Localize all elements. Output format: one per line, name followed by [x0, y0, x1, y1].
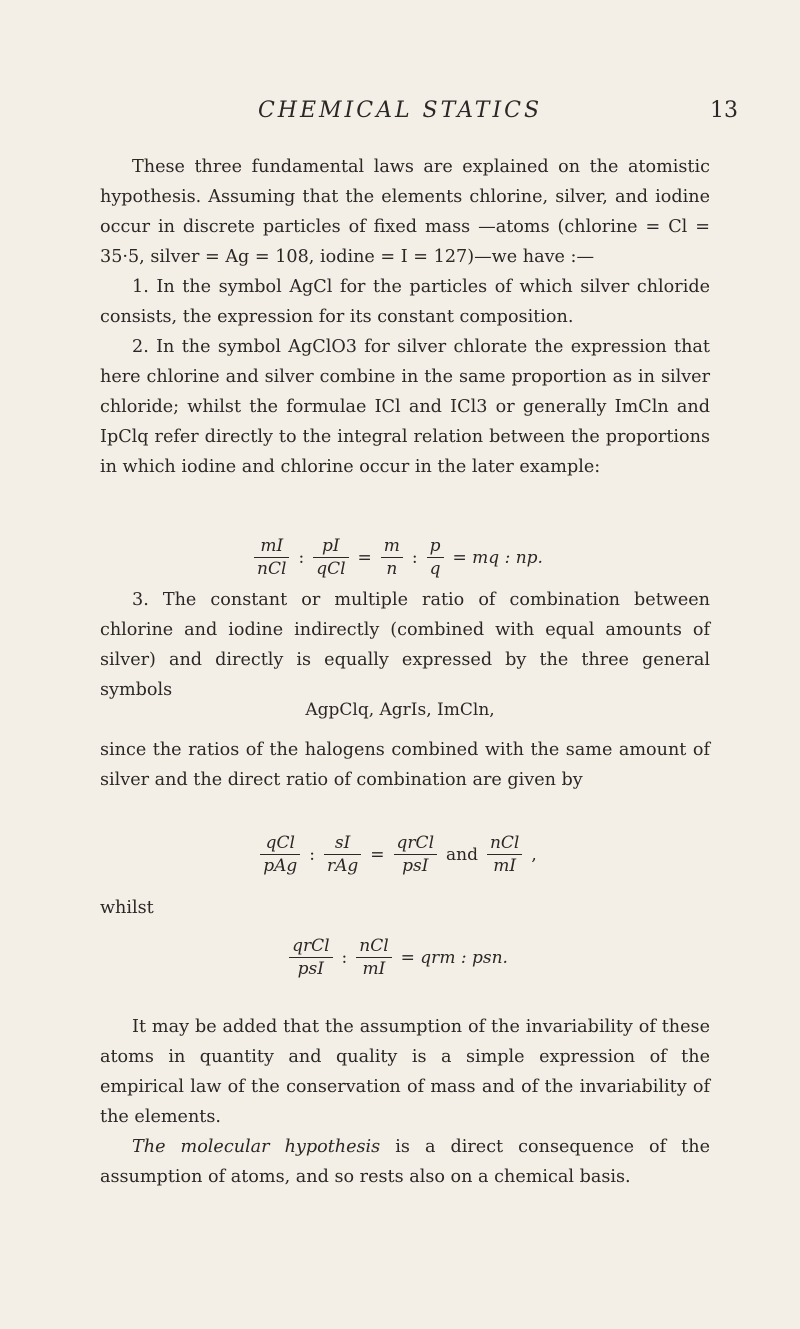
symbols-line: AgpClq, AgrIs, ImCln, [305, 700, 495, 720]
equation-rhs: = qrm : psn. [400, 947, 508, 968]
page-number: 13 [710, 98, 738, 123]
paragraph-rest: is a direct consequence of the assumption of atoms, and so rests also on a chemical basis. [100, 1137, 710, 1187]
fraction: $\frac{\text{nCl}}{mI}$ [487, 832, 522, 877]
text-block-middle [100, 585, 710, 705]
paragraph-molecular [100, 1132, 710, 1192]
fraction: $\frac{\text{nCl}}{mI}$ [356, 935, 391, 980]
text-block-since [100, 735, 710, 795]
word-whilst: whilst [100, 898, 154, 918]
equation-2: $\frac{\text{qCl}}{\text{pAg}}$ : $\frac{sI}{\text{rAg}}$ = $\frac{\text{qrCl}}{\text{psI}}$ and $\frac{\text{nCl}}{mI}$ , [0, 832, 800, 877]
running-head: CHEMICAL STATICS [257, 98, 543, 123]
equation-3: $\frac{\text{qrCl}}{\text{psI}}$ : $\frac{\text{nCl}}{mI}$ = qrm : psn. [0, 935, 800, 980]
and-word: and [446, 844, 478, 865]
fraction: $\frac{\text{qrCl}}{\text{psI}}$ [289, 935, 332, 980]
equation-rhs: = mq : np. [452, 547, 543, 568]
fraction: $\frac{mI}{\text{nCl}}$ [254, 535, 289, 580]
text-block-whilst [100, 893, 710, 923]
italic-phrase: The molecular hypothesis [132, 1137, 381, 1157]
paragraph-item-1: 1. In the symbol AgCl for the particles of which silver chloride consists, the expression for its constant composition. [100, 277, 710, 327]
equation-1: $\frac{mI}{\text{nCl}}$ : $\frac{pI}{\text{qCl}}$ = $\frac{m}{n}$ : $\frac{p}{q}$ = mq : np. [0, 535, 800, 580]
fraction: $\frac{sI}{\text{rAg}}$ [324, 832, 361, 877]
paragraph-intro: These three fundamental laws are explained on the atomistic hypothesis. Assuming that the elements chlorine, silver, and iodine occur in discrete particles of fixed mass —atoms (chlorine = Cl = 35·5, silver = Ag = 108, iodine = I = 127)—we have :— [100, 157, 710, 267]
fraction: $\frac{pI}{\text{qCl}}$ [313, 535, 348, 580]
fraction: $\frac{\text{qCl}}{\text{pAg}}$ [260, 832, 300, 877]
fraction: $\frac{m}{n}$ [381, 535, 403, 580]
paragraph-item-3: 3. The constant or multiple ratio of combination between chlorine and iodine indirectly (combined with equal amounts of silver) and directly is equally expressed by the three general symbols [100, 590, 710, 700]
fraction: $\frac{p}{q}$ [427, 535, 444, 580]
text-block-top [100, 152, 710, 482]
paragraph-item-2: 2. In the symbol AgClO3 for silver chlorate the expression that here chlorine and silver combine in the same proportion as in silver chloride; whilst the formulae ICl and ICl3 or generally ImCln and IpClq refer directly to the integral relation between the proportions in which iodine and chlorine occur in the later example: [100, 337, 710, 477]
text-block-bottom [100, 1012, 710, 1192]
paragraph-invariability: It may be added that the assumption of the invariability of these atoms in quantity and quality is a simple expression of the empirical law of the conservation of mass and of the invariability of the elements. [100, 1017, 710, 1127]
paragraph-since: since the ratios of the halogens combined with the same amount of silver and the direct ratio of combination are given by [100, 740, 710, 790]
fraction: $\frac{\text{qrCl}}{\text{psI}}$ [394, 832, 437, 877]
